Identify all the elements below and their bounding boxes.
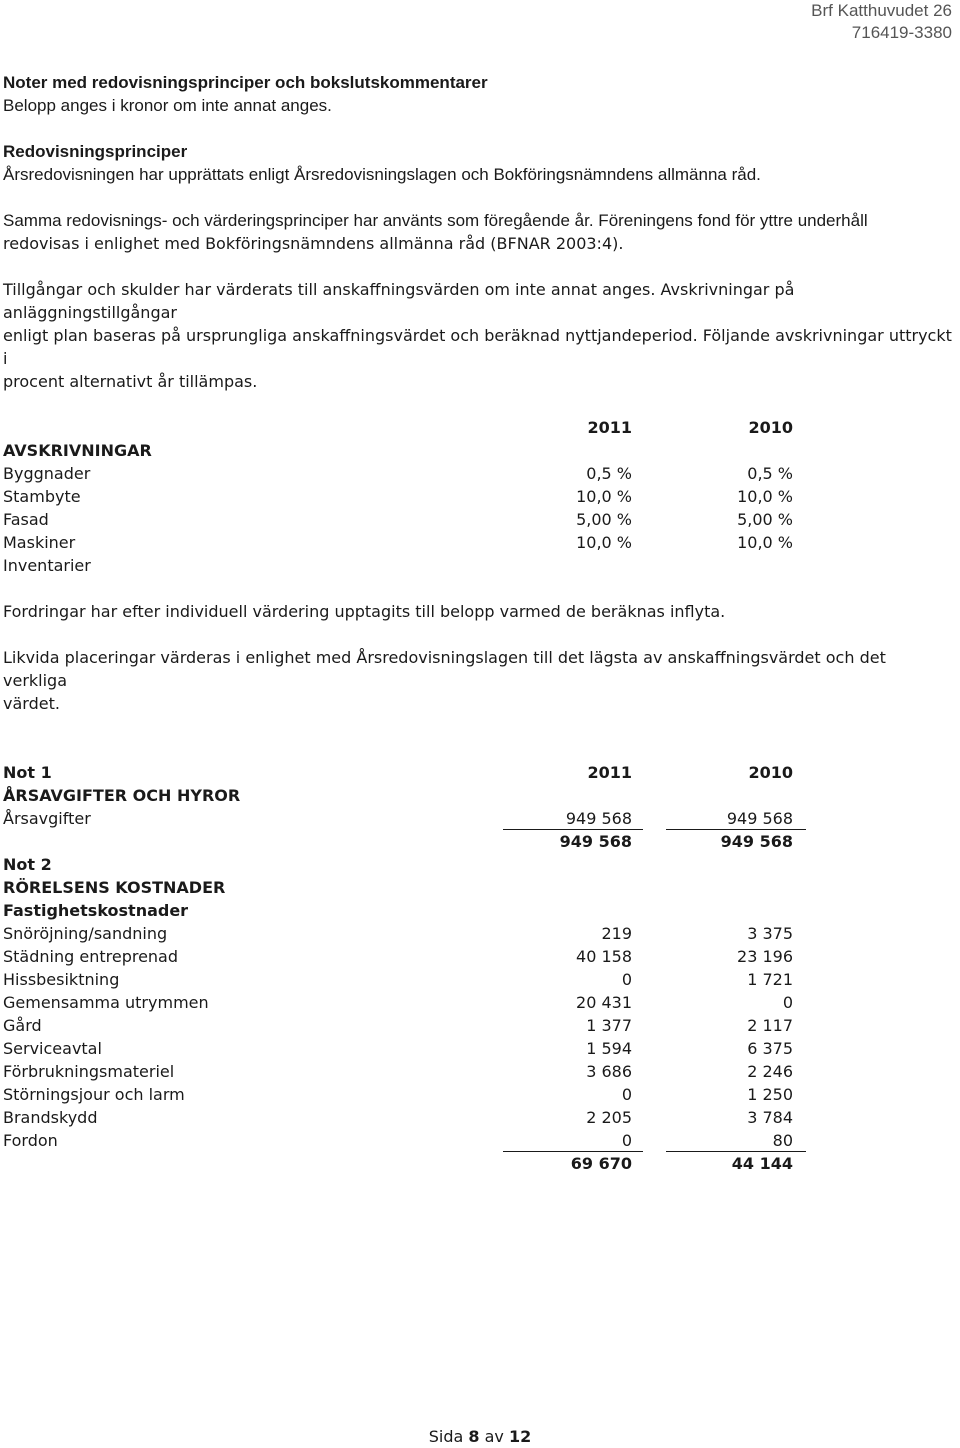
note-heading: ÅRSAVGIFTER OCH HYROR [3, 786, 241, 805]
table-row [3, 922, 953, 945]
row-label: Störningsjour och larm [3, 1085, 185, 1104]
row-label: Brandskydd [3, 1108, 98, 1127]
value-2010: 949 568 [726, 809, 793, 828]
row-label: Serviceavtal [3, 1039, 102, 1058]
note-label: Not 1 [3, 763, 52, 782]
notes-subtitle: Belopp anges i kronor om inte annat anges. [3, 96, 332, 115]
liquid-placements-line: Likvida placeringar värderas i enlighet med Årsredovisningslagen till det lägsta av anskaffningsvärdet och det verkliga [3, 648, 886, 690]
value-2010: 3 784 [747, 1108, 793, 1127]
page-total: 12 [509, 1427, 532, 1446]
table-row [3, 991, 953, 1014]
depreciation-heading-row [3, 439, 953, 462]
row-label: Städning entreprenad [3, 947, 179, 966]
table-row [3, 531, 953, 554]
table-row [3, 968, 953, 991]
year-column-header: 2011 [587, 763, 632, 782]
table-row [3, 1037, 953, 1060]
row-label: Gemensamma utrymmen [3, 993, 209, 1012]
row-label: Snöröjning/sandning [3, 924, 168, 943]
liquid-placements-line: värdet. [3, 694, 60, 713]
table-row [3, 485, 953, 508]
note-header-row [3, 761, 953, 784]
note-subheading-row [3, 899, 953, 922]
value-2010: 10,0 % [737, 533, 793, 552]
table-row [3, 554, 953, 577]
note-heading-row [3, 784, 953, 807]
value-2011: 0 [621, 1131, 632, 1150]
total-row [3, 1152, 953, 1175]
table-row [3, 1083, 953, 1106]
value-2010: 3 375 [747, 924, 793, 943]
table-row [3, 1129, 953, 1152]
total-row [3, 830, 953, 853]
value-2010: 6 375 [747, 1039, 793, 1058]
value-2010: 23 196 [737, 947, 793, 966]
value-2010: 80 [772, 1131, 793, 1150]
value-2011: 40 158 [576, 947, 632, 966]
note-header-row [3, 853, 953, 876]
table-row [3, 462, 953, 485]
year-column-header: 2010 [748, 418, 793, 437]
table-row [3, 508, 953, 531]
note-heading-row [3, 876, 953, 899]
note-label: Not 2 [3, 855, 52, 874]
page-of-label: av [484, 1427, 504, 1446]
value-2010: 2 117 [747, 1016, 793, 1035]
page-footer [0, 1426, 960, 1448]
table-header-row [3, 416, 953, 439]
value-2010: 0 [782, 993, 793, 1012]
principles-line: Årsredovisningen har upprättats enligt Årsredovisningslagen och Bokföringsnämndens allmänna råd. [3, 165, 761, 184]
row-label: Förbrukningsmateriel [3, 1062, 175, 1081]
row-label: Stambyte [3, 487, 81, 506]
value-2011: 10,0 % [576, 533, 632, 552]
year-column-header: 2010 [748, 763, 793, 782]
total-value: 44 144 [731, 1154, 793, 1173]
table-row [3, 1014, 953, 1037]
value-2010: 0,5 % [747, 464, 793, 483]
receivables-text: Fordringar har efter individuell värdering upptagits till belopp varmed de beräknas inflyta. [3, 602, 726, 621]
principles-paragraph-line: Samma redovisnings- och värderingsprinciper har använts som föregående år. Föreningens fond för yttre underhåll [3, 211, 868, 230]
note-heading: RÖRELSENS KOSTNADER [3, 878, 226, 897]
value-2011: 5,00 % [576, 510, 632, 529]
total-value: 949 568 [720, 832, 793, 851]
value-2011: 3 686 [586, 1062, 632, 1081]
value-2011: 2 205 [586, 1108, 632, 1127]
note-1 [3, 761, 953, 853]
org-number: 716419-3380 [851, 23, 952, 42]
value-2011: 0,5 % [586, 464, 632, 483]
row-label: Hissbesiktning [3, 970, 120, 989]
page-number: 8 [468, 1427, 480, 1446]
note-subheading: Fastighetskostnader [3, 901, 189, 920]
value-2010: 5,00 % [737, 510, 793, 529]
value-2011: 10,0 % [576, 487, 632, 506]
value-2011: 949 568 [565, 809, 632, 828]
principles-paragraph-line: Tillgångar och skulder har värderats till anskaffningsvärden om inte annat anges. Avskrivningar på anläggningstillgångar [3, 280, 795, 322]
principles-heading: Redovisningsprinciper [3, 142, 188, 161]
principles-paragraph-line: enligt plan baseras på ursprungliga anskaffningsvärdet och beräknad nyttjandeperiod. Följande avskrivningar uttryckt i [3, 326, 952, 368]
notes-title: Noter med redovisningsprinciper och bokslutskommentarer [3, 73, 488, 92]
document-body [3, 71, 953, 1175]
total-value: 69 670 [570, 1154, 632, 1173]
row-label: Årsavgifter [3, 809, 91, 828]
value-2010: 10,0 % [737, 487, 793, 506]
value-2011: 1 377 [586, 1016, 632, 1035]
value-2011: 0 [621, 1085, 632, 1104]
value-2010: 2 246 [747, 1062, 793, 1081]
depreciation-heading: AVSKRIVNINGAR [3, 441, 152, 460]
value-2010: 1 250 [747, 1085, 793, 1104]
depreciation-table [3, 416, 953, 577]
table-row [3, 807, 953, 830]
value-2011: 0 [621, 970, 632, 989]
row-label: Fasad [3, 510, 49, 529]
value-2011: 219 [601, 924, 632, 943]
value-2011: 1 594 [586, 1039, 632, 1058]
row-label: Maskiner [3, 533, 76, 552]
table-row [3, 945, 953, 968]
document-header [811, 0, 952, 44]
table-row [3, 1106, 953, 1129]
year-column-header: 2011 [587, 418, 632, 437]
row-label: Gård [3, 1016, 42, 1035]
total-value: 949 568 [559, 832, 632, 851]
value-2010: 1 721 [747, 970, 793, 989]
page-label: Sida [428, 1427, 464, 1446]
note-2 [3, 853, 953, 1175]
principles-paragraph-line: redovisas i enlighet med Bokföringsnämndens allmänna råd (BFNAR 2003:4). [3, 234, 624, 253]
org-name: Brf Katthuvudet 26 [811, 1, 952, 20]
principles-paragraph-line: procent alternativt år tillämpas. [3, 372, 258, 391]
table-row [3, 1060, 953, 1083]
row-label: Inventarier [3, 556, 91, 575]
value-2011: 20 431 [576, 993, 632, 1012]
row-label: Byggnader [3, 464, 91, 483]
row-label: Fordon [3, 1131, 58, 1150]
